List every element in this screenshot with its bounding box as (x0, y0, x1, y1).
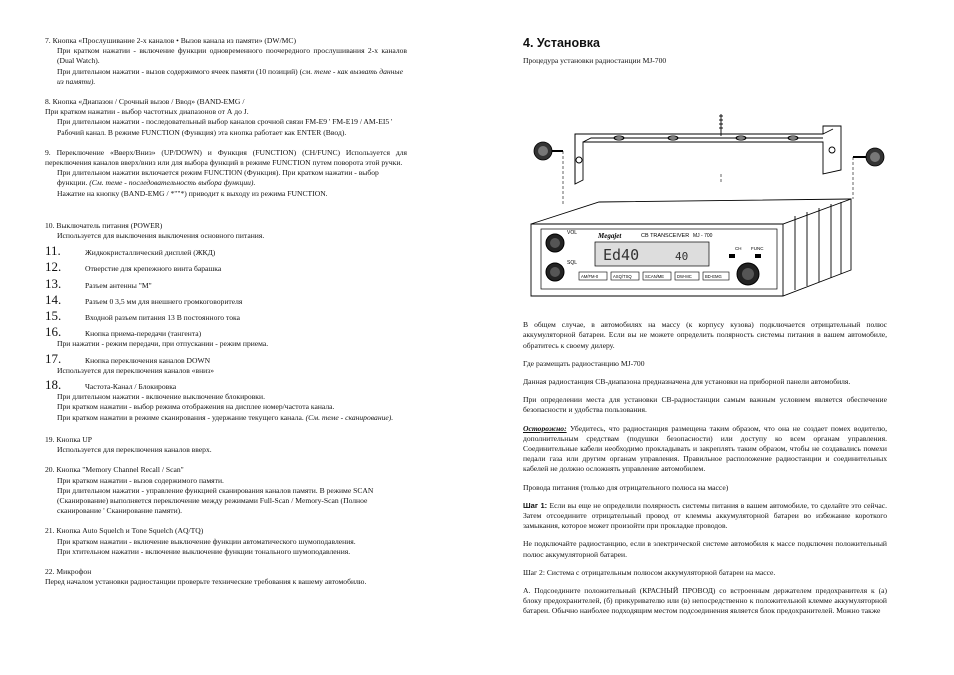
item-9-line-2: Нажатие на кнопку (BAND-EMG / *""*) приводит к выходу из режима FUNCTION. (57, 188, 328, 198)
item-20-line-1: При кратком нажатии - вызов содержимого памяти. (57, 475, 224, 485)
item-13-text: Разъем антенны "M" (85, 280, 152, 290)
item-8-line-1: При кратком нажатии - выбор частотных диапазонов от А до J. (45, 107, 249, 117)
item-14 (45, 293, 407, 307)
squelch-label: SQL (567, 260, 578, 267)
channel-label: CH (735, 246, 742, 252)
item-20-head: 20. Кнопка "Memory Channel Recall / Scan" (45, 465, 184, 475)
item-15 (45, 309, 407, 323)
item-18 (45, 378, 407, 392)
section-title: 4. Установка (523, 36, 600, 50)
item-9-line-1 (45, 168, 407, 188)
front-buttons (579, 272, 729, 280)
item-22-head: 22. Микрофон (45, 566, 92, 576)
item-18-body (45, 392, 407, 423)
assembly-lines (563, 151, 853, 206)
step-1-label: Шаг 1: (523, 500, 548, 510)
item-7-head: 7. Кнопка «Прослушивание 2-х каналов • Вызов канала из памяти» (DW/MC) (45, 36, 297, 45)
item-18-line-1: При длительном нажатии - включение выключение блокировки. (57, 392, 265, 402)
item-17 (45, 352, 407, 366)
item-18-line-2: При кратком нажатии - выбор режима отображения на дисплее номер/частота канала. (57, 402, 335, 412)
item-22-line-1: Перед началом установки радиостанции проверьте технические требования к вашему автомобилю. (45, 577, 367, 587)
paragraph-step-2: Шаг 2: Система с отрицательным полюсом аккумуляторной батареи на массе. (523, 567, 776, 577)
paragraph-dashboard: Данная радиостанция СВ-диапазона предназначена для установки на приборной панели автомобиля. (523, 377, 851, 387)
item-10 (45, 221, 407, 241)
item-16-number: 16. (45, 324, 62, 340)
lcd-main-readout: Ed40 (603, 246, 640, 265)
item-8 (45, 97, 407, 138)
item-20 (45, 465, 407, 516)
item-18-line-3b: (См. теме - сканирование). (305, 412, 394, 422)
step-1-text: Если вы еще не определили полярность системы питания в вашем автомобиле, то сделайте это сейчас. Затем отсоедините отрицательный провод от клеммы аккумуляторной батареи во избежание короткого замыкания, которое может произойти при прокладке проводов. (523, 500, 887, 531)
item-12-number: 12. (45, 259, 62, 275)
item-14-text: Разъем 0 3,5 мм для внешнего громкоговорителя (85, 296, 243, 306)
item-16 (45, 325, 407, 339)
caution-label: Осторожно: (523, 423, 567, 433)
item-16-text: Кнопка приема-передачи (тангента) (85, 329, 202, 339)
model-line: CB TRANSCEIVER (641, 233, 690, 240)
paragraph-safety: При определении места для установки СВ-радиостанции самым важным условием является обеспечение безопасности и удобства пользования. (523, 395, 887, 415)
function-button-b[interactable] (755, 254, 761, 258)
item-9-head: 9. Переключение «Вверх/Вниз» (UP/DOWN) и Функция (FUNCTION) (CH/FUNC) Используется для переключения каналов вверх/вниз или для выбора функций в режиме FUNCTION путем поворота этой ручки. (45, 147, 407, 168)
function-button-a[interactable] (729, 254, 735, 258)
brand-logo: Megajet (598, 232, 622, 241)
model-number: MJ - 700 (693, 233, 713, 240)
item-20-line-2: При длительном нажатии - управление функцией сканирования каналов памяти. В режиме SCAN (Сканирование) выполняется переключение между режимами Full-Scan / Memory-Scan (Полное сканирование ' Сканирование памяти). (57, 485, 374, 516)
item-21-line-1: При кратком нажатии - включение выключение функции автоматического шумоподавления. (57, 536, 356, 546)
item-9 (45, 148, 407, 199)
item-11 (45, 244, 407, 258)
volume-knob-icon[interactable] (546, 234, 564, 252)
item-18-line-3a: При кратком нажатии в режиме сканирования - удержание текущего канала. (57, 412, 306, 422)
item-22 (45, 567, 407, 587)
paragraph-caution (523, 424, 887, 475)
paragraph-warning-positive-ground: Не подключайте радиостанцию, если в электрической системе автомобиля к массе подключен положительный полюс аккумуляторной батареи. (523, 539, 887, 559)
lcd-side-readout: 40 (675, 250, 689, 264)
item-17-text: Кнопка переключения каналов DOWN (85, 355, 211, 365)
asq-tsq-button-label: ASQ/TSQ (613, 274, 632, 280)
squelch-knob-icon[interactable] (546, 263, 564, 281)
item-21-head: 21. Кнопка Auto Squelch и Tone Squelch (AQ/TQ) (45, 526, 204, 536)
item-7-line-2a: При длительном нажатии - вызов содержимого ячеек памяти (10 позиций) ( (57, 66, 303, 76)
item-15-text: Входной разъем питания 13 В постоянного тока (85, 313, 240, 323)
bd-emg-button-label: BD-EMG (705, 274, 722, 280)
right-column (523, 36, 887, 625)
installation-diagram (523, 74, 887, 306)
item-7-line-1: При кратком нажатии - включение функции одновременного поочередного прослушивания 2-х каналов (Dual Watch). (57, 46, 407, 66)
right-thumb-screw-icon (853, 148, 884, 166)
item-13-number: 13. (45, 275, 62, 291)
volume-label: VOL (567, 230, 578, 237)
item-11-text: Жидкокристаллический дисплей (ЖКД) (85, 248, 216, 258)
item-14-number: 14. (45, 291, 62, 307)
paragraph-ground: В общем случае, в автомобилях на массу (к корпусу кузова) подключается отрицательный полюс аккумуляторной батареи. Если вы не можете определить полярность системы питания в вашем автомобиле, обратитесь к своему дилеру. (523, 320, 887, 350)
scan-me-button-label: SCAN/ME (645, 274, 665, 280)
item-10-head: 10. Выключатель питания (POWER) (45, 220, 163, 230)
item-7-line-2 (45, 67, 407, 87)
item-19-head: 19. Кнопка UP (45, 434, 92, 444)
installation-diagram-svg (523, 74, 887, 306)
item-16-line-1: При нажатии - режим передачи, при отпускании - режим приема. (57, 339, 269, 349)
left-thumb-screw-icon (534, 142, 563, 160)
section-subtitle: Процедура установки радиостанции MJ-700 (523, 56, 667, 65)
item-21 (45, 526, 407, 557)
item-9-line-1b: (См. теме - последовательность выбора функции). (89, 178, 256, 188)
item-12 (45, 260, 407, 274)
item-11-number: 11. (45, 243, 61, 259)
left-column (45, 36, 407, 597)
item-19 (45, 435, 407, 455)
channel-knob-icon[interactable] (737, 263, 759, 285)
item-7-line-2b: см. теме - как вызвать данные из памяти). (57, 66, 403, 86)
paragraph-where: Где размещать радиостанцию MJ-700 (523, 358, 645, 368)
item-21-line-2: При хтительном нажатии - включение выключение функции тонального шумоподавления. (57, 546, 351, 556)
paragraph-connect-positive: А. Подсоедините положительный (КРАСНЫЙ ПРОВОД) со встроенным держателем предохранителя к (а) блоку предохранителей, (б) прикуривателю или (в) непосредственно к положительной клемме аккумуляторной батареи. Обычно наиболее подходящим местом подсоединения является блок предохранителей. Можно также (523, 586, 887, 616)
paragraph-power-wires: Провода питания (только для отрицательного полюса на массе) (523, 482, 729, 492)
item-17-line-1: Используется для переключения каналов «вниз» (57, 365, 214, 375)
item-18-line-3 (45, 413, 407, 423)
item-13 (45, 277, 407, 291)
item-10-line-1: Используется для выключения выключения основного питания. (57, 231, 265, 241)
item-8-head: 8. Кнопка «Диапазон / Срочный вызов / Ввод» (BAND-EMG / (45, 97, 245, 107)
dw-mc-button-label: DW-MC (677, 274, 692, 280)
item-7 (45, 36, 407, 87)
am-fm-button-label: AM/FM-0 (581, 274, 599, 280)
caution-text: Убедитесь, что радиостанция размещена таким образом, что она не создает помех водителю, дополнительным средствам (подушки безопасности) или доступу ко всем органам управления. Соединительные кабели необходимо прокладывать и закреплять таким образом, чтобы не создавались помехи педали газа или другим органам управления. Правильное расположение радиостанции и соединительных кабелей не должно осложнять управление автомобилем. (523, 423, 887, 474)
item-18-number: 18. (45, 377, 62, 393)
mounting-bracket-icon (575, 114, 841, 184)
item-8-line-2: При длительном нажатии - последовательный выбор каналов срочной связи FM-E9 ' FM-E19 / AM-EI5 ' Рабочий канал. В режиме FUNCTION (Функция) эта кнопка работает как ENTER (Ввод). (57, 117, 393, 137)
item-15-number: 15. (45, 308, 62, 324)
item-9-line-1a: При длительном нажатии включается режим FUNCTION (Функция). При кратком нажатии - выбор функции. (57, 168, 379, 188)
function-label: FUNC (751, 246, 764, 252)
item-17-number: 17. (45, 350, 62, 366)
paragraph-step-1 (523, 501, 887, 532)
item-19-line-1: Используется для переключения каналов вверх. (57, 445, 212, 455)
item-12-text: Отверстие для крепежного винта барашка (85, 264, 222, 274)
item-18-text: Частота-Канал / Блокировка (85, 382, 177, 392)
